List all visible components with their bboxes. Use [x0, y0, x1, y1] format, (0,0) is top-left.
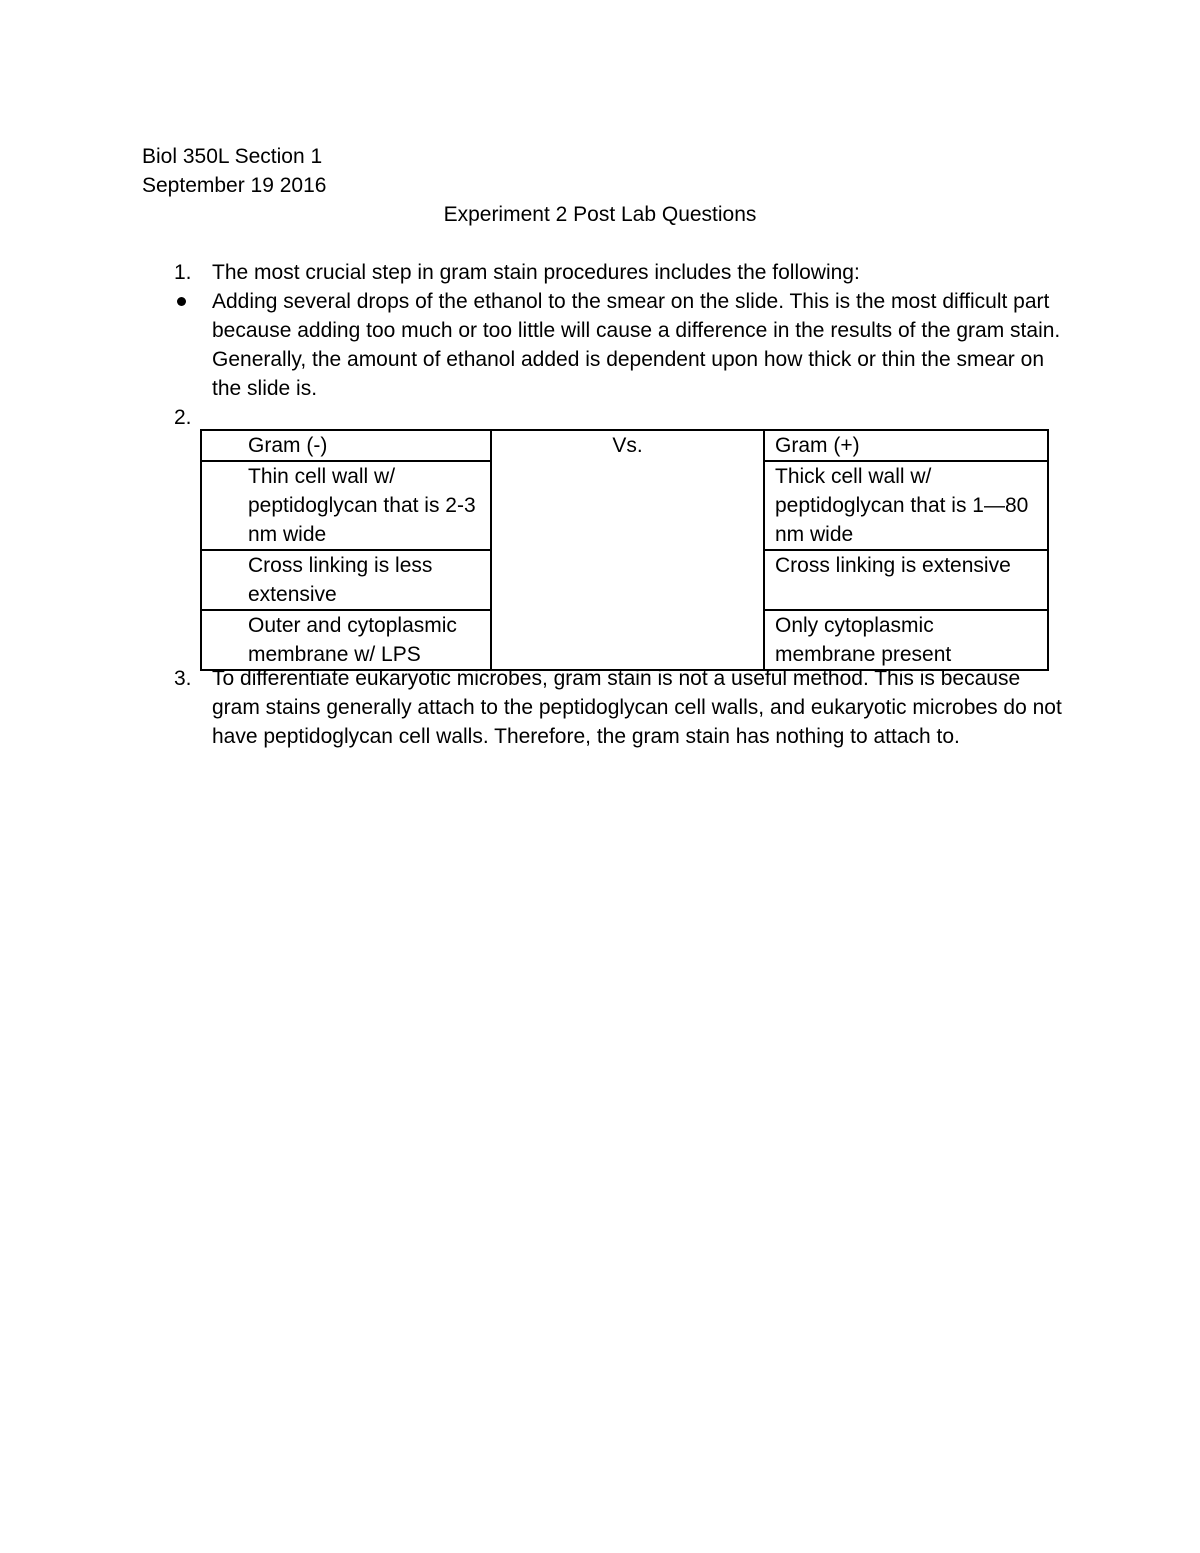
bullet-icon [177, 297, 186, 306]
question-3-text: To differentiate eukaryotic microbes, gram stain is not a useful method. This is because gram stains generally attach to the peptidoglycan cell walls, and eukaryotic microbes do not have peptidoglycan cell walls. Therefore, the gram stain has nothing to attach to. [212, 667, 1062, 748]
gram-positive-cell: Cross linking is extensive [764, 550, 1048, 610]
gram-negative-cell: Thin cell wall w/ peptidoglycan that is 2-3 nm wide [201, 461, 491, 550]
table-header-row [201, 430, 1048, 461]
gram-positive-header: Gram (+) [764, 430, 1048, 461]
question-1-number: 1. [174, 261, 192, 284]
question-3-number: 3. [174, 667, 192, 690]
course-line: Biol 350L Section 1 [142, 145, 323, 168]
gram-negative-cell: Outer and cytoplasmic membrane w/ LPS [201, 610, 491, 670]
gram-positive-cell: Only cytoplasmic membrane present [764, 610, 1048, 670]
question-1-text: The most crucial step in gram stain procedures includes the following: [212, 261, 860, 284]
date-line: September 19 2016 [142, 174, 327, 197]
document-title: Experiment 2 Post Lab Questions [443, 203, 757, 226]
question-1-bullet: Adding several drops of the ethanol to the smear on the slide. This is the most difficult part because adding too much or too little will cause a difference in the results of the gram stain. Generally, the amount of ethanol added is dependent upon how thick or thin the smear on the slide is. [212, 290, 1061, 400]
gram-negative-cell: Cross linking is less extensive [201, 550, 491, 610]
vs-label: Vs. [491, 430, 764, 670]
gram-negative-header: Gram (-) [201, 430, 491, 461]
gram-positive-cell: Thick cell wall w/ peptidoglycan that is 1—80 nm wide [764, 461, 1048, 550]
question-2-number: 2. [174, 406, 192, 429]
gram-comparison-table [200, 429, 1049, 671]
